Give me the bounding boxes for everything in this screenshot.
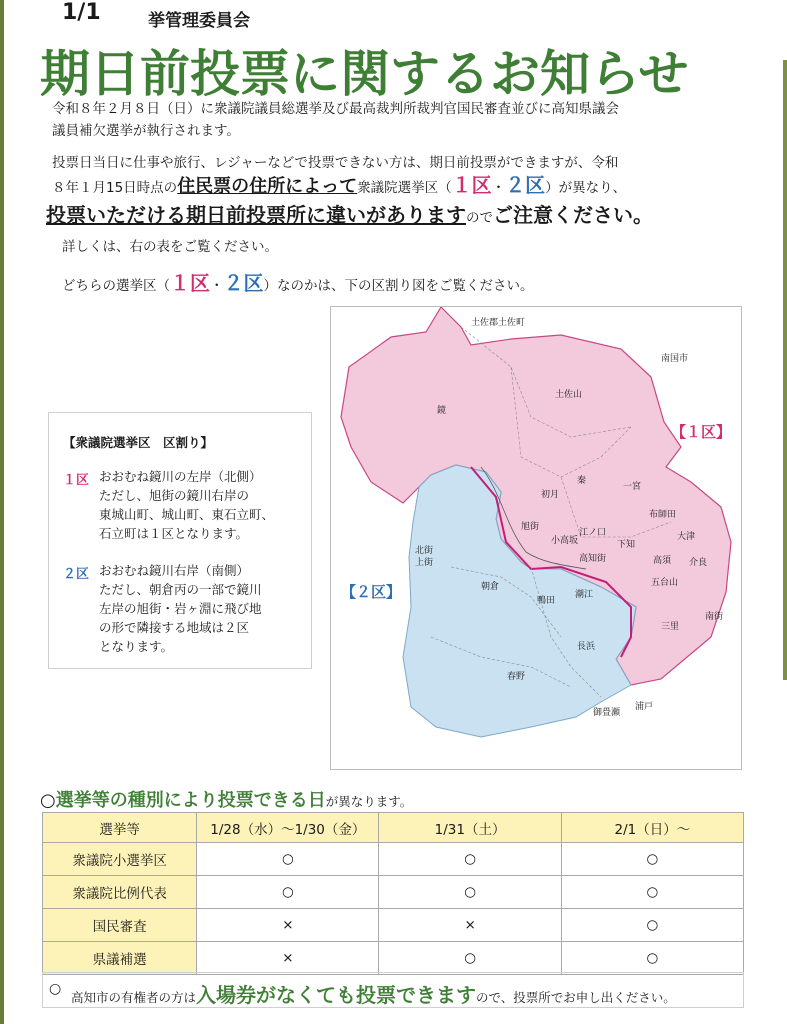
map-label: 高須 — [653, 556, 672, 566]
map-label: 潮江 — [575, 590, 594, 600]
footer-text — [71, 979, 676, 1008]
intro-p4-c: ・ — [210, 278, 224, 294]
intro-p4-a: どちらの選挙区（ — [62, 278, 170, 294]
map-label: 御畳瀬 — [593, 708, 621, 718]
intro-paragraph-2 — [52, 152, 626, 199]
legend-zone2-line: ただし、朝倉丙の一部で鏡川 — [99, 582, 262, 597]
map-label: 南国市 — [661, 354, 689, 364]
page-number: 1/1 — [62, 0, 101, 25]
map-label: 江ノ口 — [579, 528, 607, 538]
table-header-row — [43, 813, 744, 843]
legend-zone1-text — [99, 467, 274, 543]
map-label: 土佐郡土佐町 — [471, 318, 526, 328]
map-label: 五台山 — [651, 578, 679, 588]
schedule-table — [42, 812, 744, 975]
table-header: 2/1（日）～ — [561, 813, 743, 843]
intro-p2-e: ・ — [491, 180, 506, 196]
intro-p2-b: 住民票の住所によって — [177, 176, 358, 197]
map-label: 北街 — [415, 546, 434, 556]
intro-p2-i: ので — [466, 210, 493, 226]
table-cell: ○ — [561, 909, 743, 942]
table-row — [43, 909, 744, 942]
map-label: 浦戸 — [635, 702, 654, 712]
intro-p1-line1: 令和８年２月８日（日）に衆議院議員総選挙及び最高裁判所裁判官国民審査並びに高知県議会 — [52, 101, 619, 117]
legend-zone1-line: おおむね鏡川の左岸（北側） — [99, 469, 262, 484]
row-label: 県議補選 — [43, 942, 197, 975]
map-label: 小高坂 — [551, 536, 579, 546]
map-label: 朝倉 — [481, 582, 500, 592]
table-cell: ○ — [561, 942, 743, 975]
intro-p2-zone2: ２区 — [505, 173, 546, 197]
legend-zone2-line: 左岸の旭街・岩ヶ淵に飛び地 — [99, 601, 262, 616]
table-cell: × — [379, 909, 561, 942]
legend-zone2-text — [99, 561, 262, 656]
intro-paragraph-4 — [62, 272, 534, 297]
circle-bullet-icon: ○ — [40, 790, 56, 811]
page-title: 期日前投票に関するお知らせ — [40, 45, 689, 103]
map-label: 布師田 — [649, 510, 677, 520]
map-label: 春野 — [507, 672, 526, 682]
intro-p4-zone1: １区 — [170, 271, 210, 295]
map-label: 三里 — [661, 622, 680, 632]
intro-p2-line2 — [52, 174, 626, 199]
footer-text-a: 高知市の有権者の方は — [71, 990, 197, 1005]
intro-p2-j: ご注意ください。 — [493, 203, 653, 227]
legend-zone1-line: 東城山町、城山町、東石立町、 — [99, 507, 275, 522]
legend-zone1-line: 石立町は１区となります。 — [99, 526, 249, 541]
table-cell: × — [197, 942, 379, 975]
district-map-svg — [331, 307, 741, 769]
page-edge-right — [783, 60, 787, 680]
map-label: 土佐山 — [555, 390, 583, 400]
legend-zone2-line: となります。 — [99, 639, 174, 654]
legend-zone1-key: １区 — [63, 473, 90, 488]
intro-warning — [46, 204, 653, 229]
legend-zone1-line: ただし、旭街の鏡川右岸の — [99, 488, 250, 503]
table-row — [43, 876, 744, 909]
table-cell: ○ — [197, 876, 379, 909]
intro-p4-zone2: ２区 — [223, 271, 264, 295]
map-label: 南街 — [705, 612, 724, 622]
map-zone1-label: 【１区】 — [671, 423, 732, 441]
map-label: 長浜 — [577, 642, 596, 652]
map-label: 介良 — [689, 558, 708, 568]
intro-p2-zone1: １区 — [451, 173, 492, 197]
map-zone2-label: 【２区】 — [341, 583, 402, 601]
intro-p2-line1: 投票日当日に仕事や旅行、レジャーなどで投票できない方は、期日前投票ができますが、令和 — [52, 155, 619, 171]
map-label: 高知街 — [579, 554, 607, 564]
table-cell: ○ — [379, 843, 561, 876]
district-map — [330, 306, 742, 770]
intro-p2-h: 投票いただける期日前投票所に違いがあります — [46, 203, 466, 227]
table-row — [43, 843, 744, 876]
footer-text-b: 入場券がなくても投票できます — [196, 983, 477, 1007]
footer-note — [42, 972, 744, 1008]
map-label: 下知 — [617, 540, 636, 550]
intro-paragraph-1 — [52, 98, 619, 142]
map-label: 大津 — [677, 532, 696, 542]
map-label: 一宮 — [623, 482, 642, 492]
map-label: 鴨田 — [537, 596, 556, 606]
footer-text-c: ので、投票所でお申し出ください。 — [476, 990, 676, 1005]
district-legend — [48, 412, 312, 669]
intro-paragraph-3: 詳しくは、右の表をご覧ください。 — [62, 239, 278, 255]
legend-zone2-key: ２区 — [63, 567, 90, 582]
row-label: 国民審査 — [43, 909, 197, 942]
legend-zone2-line: の形で隣接する地域は２区 — [99, 620, 250, 635]
schedule-title — [40, 786, 412, 812]
schedule-title-suffix: が異なります。 — [325, 794, 413, 809]
table-cell: ○ — [379, 942, 561, 975]
organization-name: 挙管理委員会 — [148, 11, 250, 31]
intro-p2-g: ）が異なり、 — [545, 180, 627, 196]
row-label: 衆議院比例代表 — [43, 876, 197, 909]
map-label: 初月 — [541, 490, 560, 500]
table-row — [43, 942, 744, 975]
row-label: 衆議院小選挙区 — [43, 843, 197, 876]
intro-p4-e: ）なのかは、下の区割り図をご覧ください。 — [263, 278, 534, 294]
table-header: 1/31（土） — [379, 813, 561, 843]
table-header: 1/28（水）～1/30（金） — [197, 813, 379, 843]
map-label: 旭街 — [521, 522, 540, 532]
map-label: 秦 — [577, 476, 587, 486]
table-cell: ○ — [197, 843, 379, 876]
table-cell: ○ — [561, 843, 743, 876]
intro-p2-c: 衆議院選挙区（ — [357, 180, 452, 196]
intro-p2-a: ８年１月15日時点の — [52, 180, 178, 196]
table-cell: ○ — [561, 876, 743, 909]
page-edge-left — [0, 0, 4, 1024]
legend-title: 【衆議院選挙区 区割り】 — [63, 435, 214, 450]
table-header: 選挙等 — [43, 813, 197, 843]
legend-zone2-line: おおむね鏡川右岸（南側） — [99, 563, 250, 578]
circle-bullet-icon: ○ — [49, 981, 62, 997]
table-cell: × — [197, 909, 379, 942]
table-cell: ○ — [379, 876, 561, 909]
schedule-title-text: 選挙等の種別により投票できる日 — [55, 790, 326, 811]
map-label: 上街 — [415, 558, 434, 568]
intro-p1-line2: 議員補欠選挙が執行されます。 — [52, 123, 240, 139]
map-label: 鏡 — [437, 406, 447, 416]
